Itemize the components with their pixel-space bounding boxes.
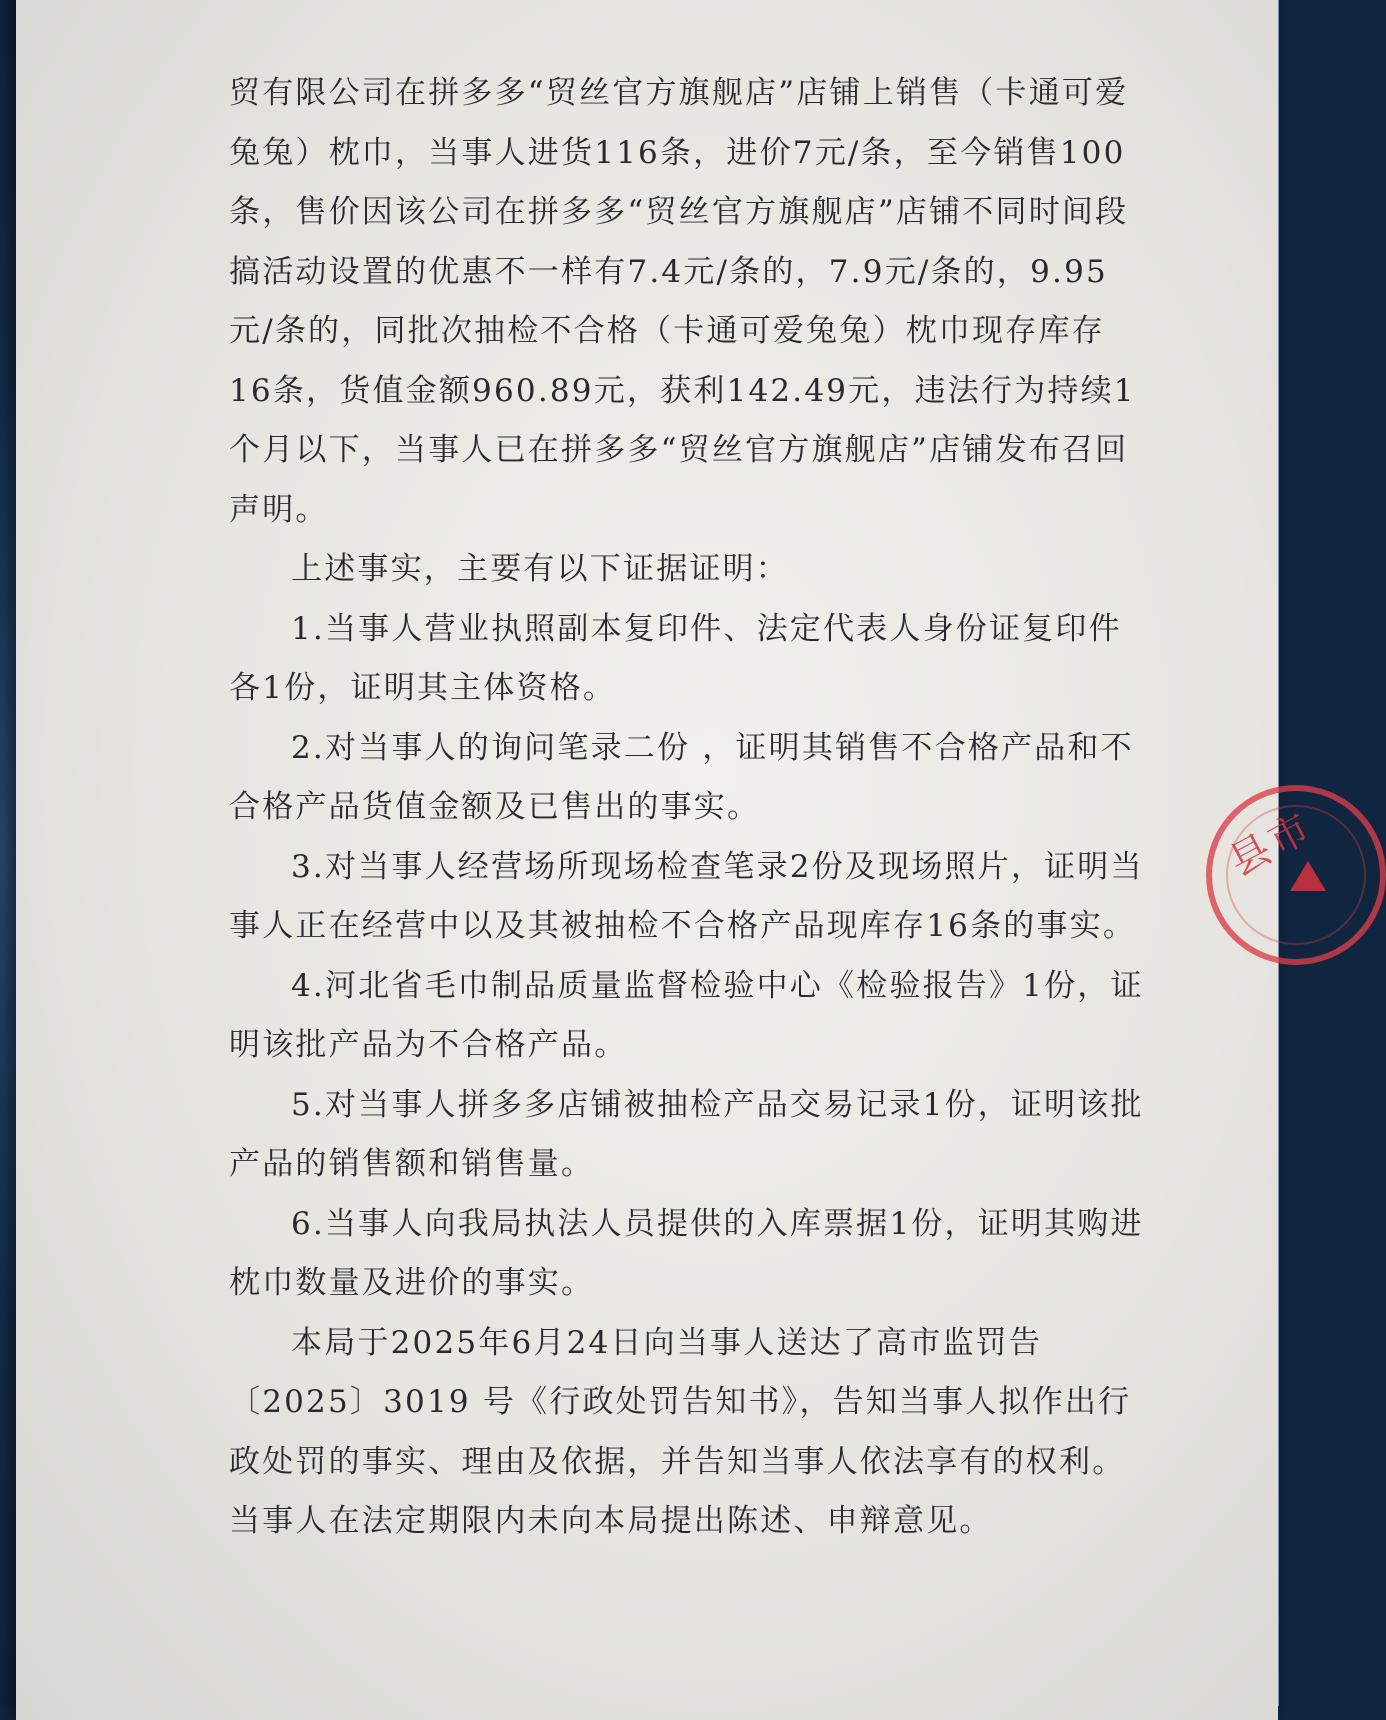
evidence-item-2: 2.对当事人的询问笔录二份 ，证明其销售不合格产品和不合格产品货值金额及已售出的事实。 <box>229 729 1134 825</box>
seal-star-icon <box>1290 861 1326 891</box>
evidence-item-3: 3.对当事人经营场所现场检查笔录2份及现场照片，证明当事人正在经营中以及其被抽检不合格产品现库存16条的事实。 <box>229 848 1144 944</box>
evidence-item-5: 5.对当事人拼多多店铺被抽检产品交易记录1份，证明该批产品的销售额和销售量。 <box>229 1086 1144 1182</box>
evidence-item-6: 6.当事人向我局执法人员提供的入库票据1份，证明其购进枕巾数量及进价的事实。 <box>229 1205 1144 1301</box>
document-body <box>229 64 1144 1552</box>
official-seal-stamp <box>1206 785 1386 965</box>
paragraph-evidence-intro: 上述事实，主要有以下证据证明： <box>291 551 789 587</box>
paragraph-facts: 贸有限公司在拼多多“贸丝官方旗舰店”店铺上销售（卡通可爱兔兔）枕巾，当事人进货116条，进价7元/条，至今销售100条，售价因该公司在拼多多“贸丝官方旗舰店”店铺不同时间段搞活动设置的优惠不一样有7.4元/条的，7.9元/条的，9.95元/条的，同批次抽检不合格（卡通可爱兔兔）枕巾现存库存16条，货值金额960.89元，获利142.49元，违法行为持续1个月以下，当事人已在拼多多“贸丝官方旗舰店”店铺发布召回声明。 <box>229 75 1136 528</box>
paragraph-notice: 本局于2025年6月24日向当事人送达了高市监罚告〔2025〕3019 号《行政处罚告知书》，告知当事人拟作出行政处罚的事实、理由及依据，并告知当事人依法享有的权利。当事人在法定期限内未向本局提出陈述、申辩意见。 <box>229 1324 1132 1539</box>
evidence-item-4: 4.河北省毛巾制品质量监督检验中心《检验报告》1份，证明该批产品为不合格产品。 <box>229 967 1144 1063</box>
seal-text: 县市 <box>1221 803 1322 886</box>
document-page <box>16 0 1322 1720</box>
evidence-item-1: 1.当事人营业执照副本复印件、法定代表人身份证复印件各1份，证明其主体资格。 <box>229 610 1122 706</box>
